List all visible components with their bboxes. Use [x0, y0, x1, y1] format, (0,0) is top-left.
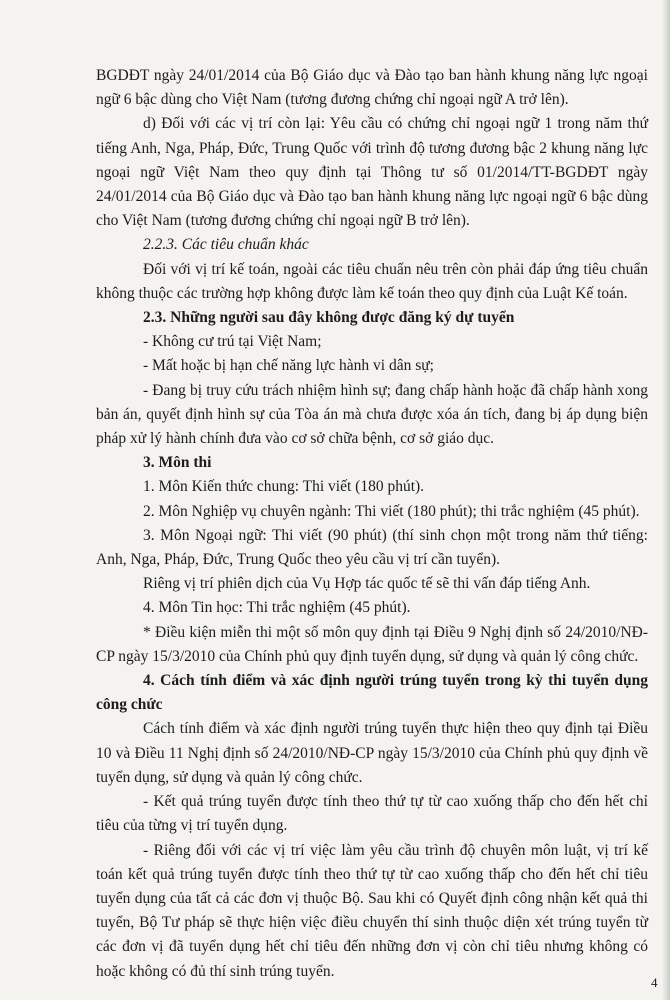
section-heading: 3. Môn thi — [143, 454, 212, 472]
paragraph: 4. Môn Tin học: Thi trắc nghiệm (45 phút). — [143, 599, 411, 617]
paragraph: - Không cư trú tại Việt Nam; — [143, 333, 322, 351]
section-heading: 2.3. Những người sau đây không được đăng ký dự tuyển — [143, 309, 515, 327]
paragraph: 3. Môn Ngoại ngữ: Thi viết (90 phút) (thí sinh chọn một trong năm thứ tiếng: Anh, Nga, Pháp, Đức, Trung Quốc theo yêu cầu vị trí cần tuyển). — [96, 526, 648, 569]
paragraph: - Mất hoặc bị hạn chế năng lực hành vi dân sự; — [143, 357, 434, 375]
paragraph: BGDĐT ngày 24/01/2014 của Bộ Giáo dục và Đào tạo ban hành khung năng lực ngoại ngữ 6 bậc dùng cho Việt Nam (tương đương chứng chỉ ngoại ngữ A trở lên). — [96, 67, 648, 109]
paragraph: - Riêng đối với các vị trí việc làm yêu cầu trình độ chuyên môn luật, vị trí kế toán kết quả trúng tuyển được tính theo thứ tự từ cao xuống thấp cho đến hết chỉ tiêu tuyển dụng của tất cả các đơn vị thuộc Bộ. Sau khi có Quyết định công nhận kết quả thi tuyển, Bộ Tư pháp sẽ thực hiện việc điều chuyển thí sinh thuộc diện xét trúng tuyển từ các đơn vị đã tuyển dụng hết chỉ tiêu đến những đơn vị còn chỉ tiêu nhưng không có hoặc không có đủ thí sinh trúng tuyển. — [96, 841, 648, 980]
paragraph: * Điều kiện miễn thi một số môn quy định tại Điều 9 Nghị định số 24/2010/NĐ-CP ngày 15/3/2010 của Chính phủ quy định tuyển dụng, sử dụng và quản lý công chức. — [96, 623, 648, 665]
paragraph: - Kết quả trúng tuyển được tính theo thứ tự từ cao xuống thấp cho đến hết chỉ tiêu của từng vị trí tuyển dụng. — [96, 793, 648, 835]
paragraph: Đối với vị trí kế toán, ngoài các tiêu chuẩn nêu trên còn phải đáp ứng tiêu chuẩn không thuộc các trường hợp không được làm kế toán theo quy định của Luật Kế toán. — [96, 260, 648, 302]
page-edge-shadow — [662, 0, 670, 1000]
paragraph: 2. Môn Nghiệp vụ chuyên ngành: Thi viết (180 phút); thi trắc nghiệm (45 phút). — [143, 502, 640, 520]
paragraph: d) Đối với các vị trí còn lại: Yêu cầu có chứng chỉ ngoại ngữ 1 trong năm thứ tiếng Anh, Nga, Pháp, Đức, Trung Quốc với trình độ tương đương bậc 2 khung năng lực ngoại ngữ Việt Nam theo quy định tại Thông tư số 01/2014/TT-BGDĐT ngày 24/01/2014 của Bộ Giáo dục và Đào tạo ban hành khung năng lực ngoại ngữ 6 bậc dùng cho Việt Nam (tương đương chứng chỉ ngoại ngữ B trở lên). — [96, 115, 648, 230]
paragraph: - Đang bị truy cứu trách nhiệm hình sự; đang chấp hành hoặc đã chấp hành xong bản án, quyết định hình sự của Tòa án mà chưa được xóa án tích, đang bị áp dụng biện pháp xử lý hành chính đưa vào cơ sở chữa bệnh, cơ sở giáo dục. — [96, 381, 648, 448]
paragraph: Cách tính điểm và xác định người trúng tuyển thực hiện theo quy định tại Điều 10 và Điều 11 Nghị định số 24/2010/NĐ-CP ngày 15/3/2010 của Chính phủ quy định về tuyển dụng, sử dụng và quản lý công chức. — [96, 720, 648, 786]
paragraph: Riêng vị trí phiên dịch của Vụ Hợp tác quốc tế sẽ thi vấn đáp tiếng Anh. — [143, 575, 591, 593]
paragraph: 1. Môn Kiến thức chung: Thi viết (180 phút). — [143, 478, 425, 496]
document-body — [96, 64, 648, 984]
section-heading: 4. Cách tính điểm và xác định người trúng tuyển trong kỳ thi tuyển dụng công chức — [96, 672, 648, 714]
page-number: 4 — [651, 975, 658, 990]
subsection-heading: 2.2.3. Các tiêu chuẩn khác — [143, 236, 309, 254]
